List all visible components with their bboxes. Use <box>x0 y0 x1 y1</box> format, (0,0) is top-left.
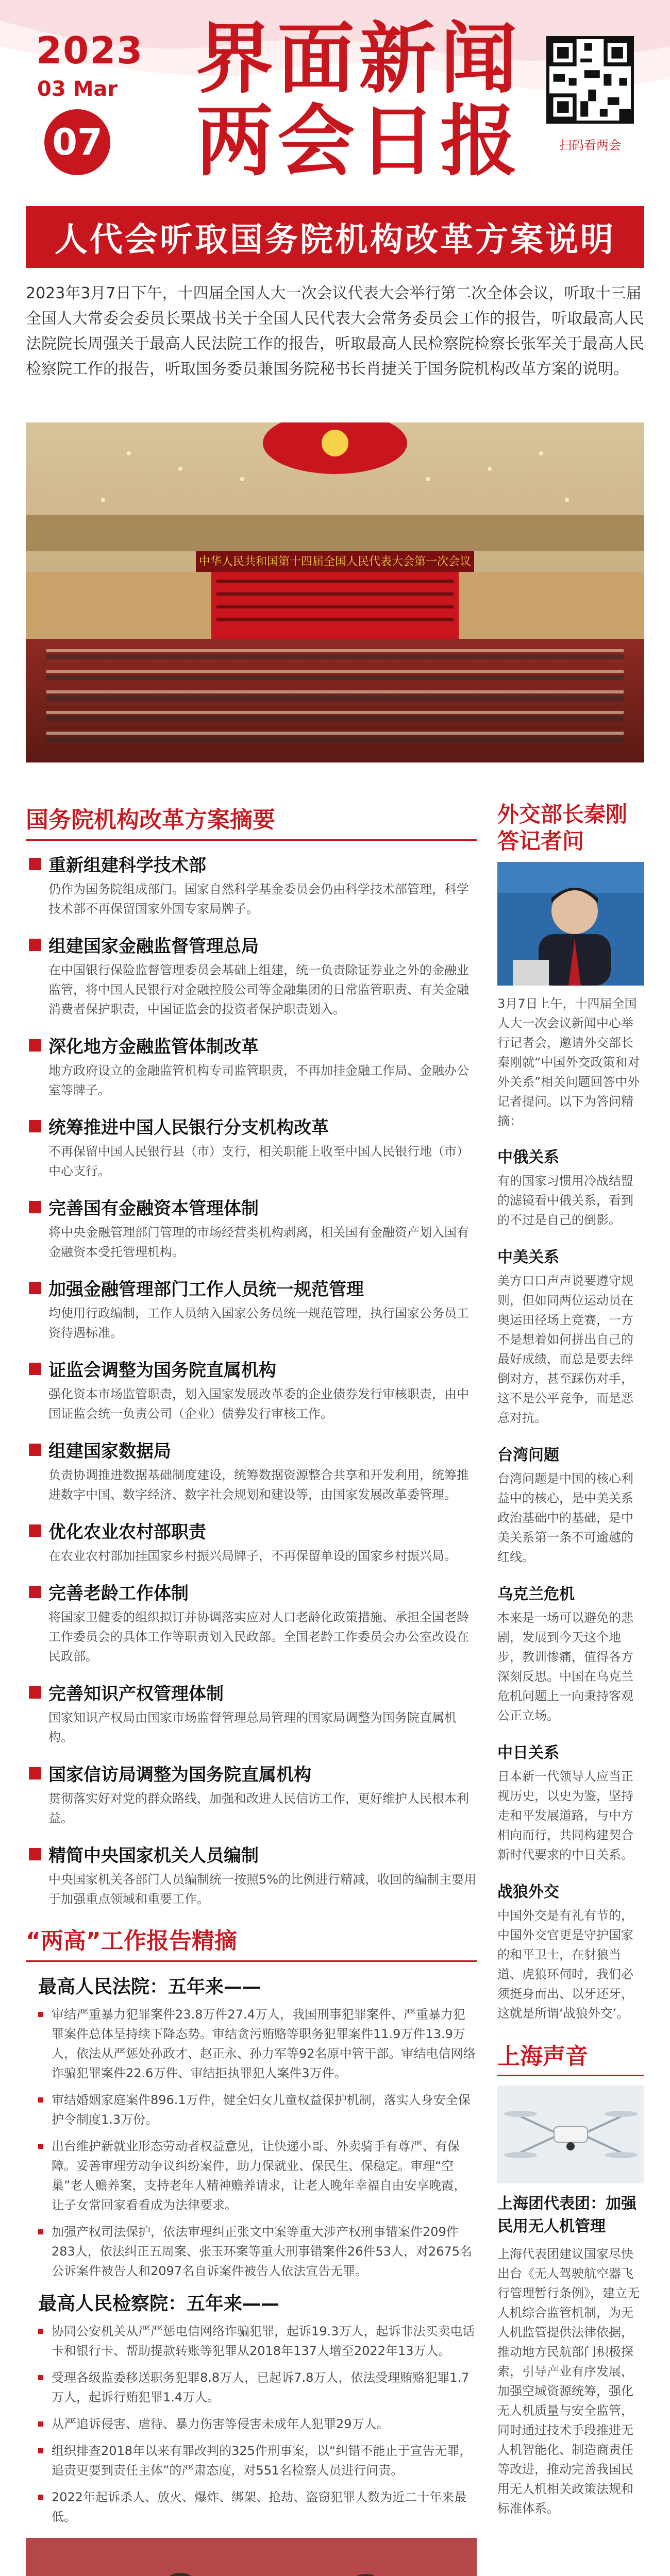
list-item: 加强产权司法保护，依法审理纠正张文中案等重大涉产权刑事错案件209件283人，依法纠正五周案、张玉环案等重大刑事错案件26件53人，对2675名公诉案件被告人和2097名自诉案件被告人依法宣告无罪。 <box>38 2222 477 2281</box>
bullet-square-icon <box>29 1524 41 1537</box>
delegates-illustration <box>26 2538 477 2576</box>
shanghai-story-title: 上海团代表团：加强民用无人机管理 <box>497 2195 636 2235</box>
bullet-square-icon <box>29 858 41 870</box>
issue-number-badge: 07 <box>44 109 110 175</box>
bullet-square-icon <box>29 1120 41 1132</box>
reform-item-title: 统筹推进中国人民银行分支机构改革 <box>48 1117 329 1138</box>
qa-block <box>497 1442 644 1567</box>
bullet-square-icon <box>29 1201 41 1213</box>
reform-item-body: 将国家卫健委的组织拟订并协调落实应对人口老龄化政策措施、承担全国老龄工作委员会的具体工作等职责划入民政部。全国老龄工作委员会办公室改设在民政部。 <box>48 1610 469 1664</box>
supreme-court-heading: 最高人民法院：五年来—— <box>38 1976 261 1997</box>
reform-item-body: 在中国银行保险监督管理委员会基础上组建，统一负责除证券业之外的金融业监管，将中国人民银行对金融控股公司等金融集团的日常监管职责、有关金融消费者保护职责，中国证监会的投资者保护职责划入。 <box>48 963 469 1016</box>
qa-topic-body: 本来是一场可以避免的悲剧，发展到今天这个地步，教训惨痛，值得各方深刻反思。中国在乌克兰危机问题上一向秉持客观公正立场。 <box>497 1611 633 1723</box>
procuratorate-heading: 最高人民检察院：五年来—— <box>38 2293 280 2314</box>
qa-block <box>497 1144 644 1230</box>
bullet-square-icon <box>29 1586 41 1598</box>
qa-topic-body: 有的国家习惯用冷战结盟的滤镜看中俄关系，看到的不过是自己的倒影。 <box>497 1174 633 1227</box>
bullet-square-icon <box>29 1363 41 1375</box>
reform-item-title: 深化地方金融监管体制改革 <box>48 1037 259 1057</box>
reform-item <box>26 1437 477 1504</box>
qr-code-pattern <box>549 39 631 121</box>
qa-topic-title: 中俄关系 <box>497 1148 559 1166</box>
reform-item <box>26 851 477 919</box>
reform-item-body: 负责协调推进数据基础制度建设，统筹数据资源整合共享和开发利用，统筹推进数字中国、数字经济、数字社会规划和建设等，由国家发展改革委管理。 <box>48 1468 469 1502</box>
intro-paragraph: 2023年3月7日下午，十四届全国人大一次会议代表大会举行第二次全体会议，听取十三届全国人大常委会委员长栗战书关于全国人民代表大会常务委员会工作的报告，听取最高人民法院院长周强关于最高人民法院工作的报告，听取最高人民检察院检察长张军关于最高人民检察院工作的报告，听取国务委员兼国务院秘书长肖捷关于国务院机构改革方案的说明。 <box>26 284 644 378</box>
foreign-minister-photo <box>497 862 644 986</box>
reform-item-body: 中央国家机关各部门人员编制统一按照5%的比例进行精减，收回的编制主要用于加强重点领域和重要工作。 <box>48 1872 477 1906</box>
list-item: 从严追诉侵害、虐待、暴力伤害等侵害未成年人犯罪29万人。 <box>38 2414 477 2434</box>
reform-item-body: 仍作为国务院组成部门。国家自然科学基金委员会仍由科学技术部管理，科学技术部不再保留国家外国专家局牌子。 <box>48 882 469 916</box>
qa-topic-body: 台湾问题是中国的核心利益中的核心，是中美关系政治基础中的基础，是中美关系第一条不可逾越的红线。 <box>497 1471 633 1564</box>
reform-item-title: 加强金融管理部门工作人员统一规范管理 <box>48 1279 364 1300</box>
reform-item-body: 在农业农村部加挂国家乡村振兴局牌子，不再保留单设的国家乡村振兴局。 <box>48 1549 457 1563</box>
reform-item-title: 精简中央国家机关人员编制 <box>48 1845 259 1866</box>
reform-item <box>26 932 477 1019</box>
reform-item <box>26 1356 477 1423</box>
reform-item-body: 国家知识产权局由国家市场监督管理总局管理的国家局调整为国务院直属机构。 <box>48 1710 457 1744</box>
reform-item <box>26 1841 477 1909</box>
bullet-square-icon <box>29 1039 41 1052</box>
issue-month-day: 03 Mar <box>37 77 118 101</box>
reform-item-title: 证监会调整为国务院直属机构 <box>48 1360 276 1381</box>
reform-item <box>26 1680 477 1747</box>
reform-item <box>26 1518 477 1566</box>
reform-item <box>26 1113 477 1181</box>
reform-item <box>26 1032 477 1100</box>
qa-topic-title: 战狼外交 <box>497 1883 559 1901</box>
list-item: 审结严重暴力犯罪案件23.8万件27.4万人，我国刑事犯罪案件、严重暴力犯罪案件总体呈持续下降态势。审结贪污贿赂等职务犯罪案件11.9万件13.9万人，依法从严惩处孙政才、赵正永、孙力军等92名原中管干部。审结电信网络诈骗犯罪案件22.6万件、审结拒执罪犯人案件3万件。 <box>38 2005 477 2083</box>
qa-topic-title: 中日关系 <box>497 1744 559 1762</box>
qa-topic-title: 乌克兰危机 <box>497 1585 575 1603</box>
list-item: 审结婚姻家庭案件896.1万件，健全妇女儿童权益保护机制，落实人身安全保护令制度1.3万份。 <box>38 2090 477 2129</box>
presser-heading: 外交部长秦刚 答记者问 <box>497 802 628 854</box>
reform-item <box>26 1760 477 1828</box>
shanghai-story-body: 上海代表团建议国家尽快出台《无人驾驶航空器飞行管理暂行条例》，建立无人机综合监管机制，为无人机监管提供法律依据，推动地方民航部门积极探索，引导产业有序发展，加强空域资源统筹，强化无人机质量与安全监管，同时通过技术手段推进无人机智能化、制造商责任等改进，推动完善我国民用无人机相关政策法规和标准体系。 <box>497 2247 640 2516</box>
bullet-square-icon <box>29 1767 41 1780</box>
qa-block <box>497 1879 644 2023</box>
qa-topic-body: 美方口口声声说要遵守规则，但如同两位运动员在奥运田径场上竞赛，一方不是想着如何拼出自己的最好成绩，而总是要去绊倒对方，甚至踩伤对手，这不是公平竞争，而是恶意对抗。 <box>497 1274 633 1425</box>
drone-illustration <box>497 2086 644 2183</box>
reform-summary-heading: 国务院机构改革方案摘要 <box>26 801 477 841</box>
qa-block <box>497 1581 644 1725</box>
qr-code[interactable] <box>546 36 634 124</box>
headline-banner: 人代会听取国务院机构改革方案说明 <box>26 206 644 268</box>
bullet-square-icon <box>29 1848 41 1860</box>
reform-item-title: 完善知识产权管理体制 <box>48 1684 224 1704</box>
masthead <box>0 0 670 206</box>
supreme-court-bullets <box>26 2005 477 2281</box>
reform-item-body: 贯彻落实好对党的群众路线，加强和改进人民信访工作，更好维护人民根本利益。 <box>48 1791 469 1825</box>
bullet-square-icon <box>29 939 41 951</box>
brand-title-line2: 两会日报 <box>196 97 522 187</box>
list-item: 出台维护新就业形态劳动者权益意见，让快递小哥、外卖骑手有尊严、有保障。妥善审理劳动争议纠纷案件，助力保就业、保民生、保稳定。审理“空巢”老人赡养案，支持老年人精神赡养请求，让老人晚年幸福自由安享晚霞，让子女常回家看看成为法律要求。 <box>38 2137 477 2215</box>
reform-item <box>26 1579 477 1666</box>
list-item: 受理各级监委移送职务犯罪8.8万人，已起诉7.8万人，依法受理贿赂犯罪1.7万人，起诉行贿犯罪1.4万人。 <box>38 2368 477 2407</box>
right-column <box>497 801 644 2532</box>
hero-screen-banner-text: 中华人民共和国第十四届全国人民代表大会第一次会议 <box>198 555 472 568</box>
reform-item-body: 将中央金融管理部门管理的市场经营类机构剥离，相关国有金融资产划入国有金融资本受托管理机构。 <box>48 1225 469 1259</box>
brand-title-line1: 界面新闻 <box>196 14 522 104</box>
reform-items-list <box>26 851 477 1909</box>
bullet-square-icon <box>29 1444 41 1456</box>
qa-topic-body: 日本新一代领导人应当正视历史，以史为鉴，坚持走和平发展道路，与中方相向而行，共同构建契合新时代要求的中日关系。 <box>497 1769 633 1862</box>
reform-item-body: 强化资本市场监管职责，划入国家发展改革委的企业债券发行审核职责，由中国证监会统一负责公司（企业）债券发行审核工作。 <box>48 1387 469 1421</box>
bullet-square-icon <box>29 1686 41 1699</box>
reform-item <box>26 1194 477 1262</box>
qa-topic-title: 台湾问题 <box>497 1446 559 1464</box>
shanghai-voice-heading: 上海声音 <box>497 2038 644 2076</box>
qa-block <box>497 1740 644 1865</box>
list-item: 协同公安机关从严严惩电信网络诈骗犯罪，起诉19.3万人，起诉非法买卖电话卡和银行卡、帮助提款转账等犯罪从2018年137人增至2022年13万人。 <box>38 2321 477 2361</box>
two-courts-report-heading: “两高”工作报告精摘 <box>26 1922 477 1962</box>
reform-item-title: 国家信访局调整为国务院直属机构 <box>48 1765 311 1785</box>
minister-portrait-illustration <box>497 862 644 986</box>
reform-item-body: 均使用行政编制，工作人员纳入国家公务员统一规范管理，执行国家公务员工资待遇标准。 <box>48 1306 469 1340</box>
reform-item-body: 不再保留中国人民银行县（市）支行，相关职能上收至中国人民银行地（市）中心支行。 <box>48 1144 469 1178</box>
qr-caption: 扫码看两会 <box>559 138 621 152</box>
reform-item-title: 完善老龄工作体制 <box>48 1583 189 1604</box>
hero-photo-great-hall <box>26 422 644 762</box>
reform-item-title: 完善国有金融资本管理体制 <box>48 1198 259 1219</box>
great-hall-illustration <box>26 422 644 762</box>
qa-topic-title: 中美关系 <box>497 1248 559 1266</box>
list-item: 组织排查2018年以来有罪改判的325件刑事案，以“纠错不能止于宣告无罪，追责更要到责任主体”的严肃态度，对551名检察人员进行问责。 <box>38 2441 477 2480</box>
qa-topic-body: 中国外交是有礼有节的，中国外交官更是守护国家的和平卫士，在豺狼当道、虎狼环伺时，我们必须挺身而出、以牙还牙，这就是所谓‘战狼外交’。 <box>497 1908 633 2021</box>
presser-intro: 3月7日上午，十四届全国人大一次会议新闻中心举行记者会，邀请外交部长秦刚就“中国外交政策和对外关系”相关问题回答中外记者提问。以下为答问精摘： <box>497 996 640 1128</box>
reform-item-title: 重新组建科学技术部 <box>48 855 206 876</box>
reform-item-title: 组建国家金融监督管理总局 <box>48 936 259 957</box>
drone-photo <box>497 2086 644 2183</box>
left-column <box>26 801 477 2576</box>
delegates-photo <box>26 2538 477 2576</box>
qa-block <box>497 1244 644 1428</box>
procuratorate-bullets <box>26 2321 477 2527</box>
list-item: 2022年起诉杀人、放火、爆炸、绑架、抢劫、盗窃犯罪人数为近二十年来最低。 <box>38 2487 477 2527</box>
reform-item-title: 优化农业农村部职责 <box>48 1522 206 1543</box>
reform-item <box>26 1275 477 1343</box>
issue-year: 2023 <box>36 29 144 72</box>
reform-item-body: 地方政府设立的金融监管机构专司监管职责，不再加挂金融工作局、金融办公室等牌子。 <box>48 1063 469 1097</box>
reform-item-title: 组建国家数据局 <box>48 1441 171 1462</box>
bullet-square-icon <box>29 1282 41 1294</box>
